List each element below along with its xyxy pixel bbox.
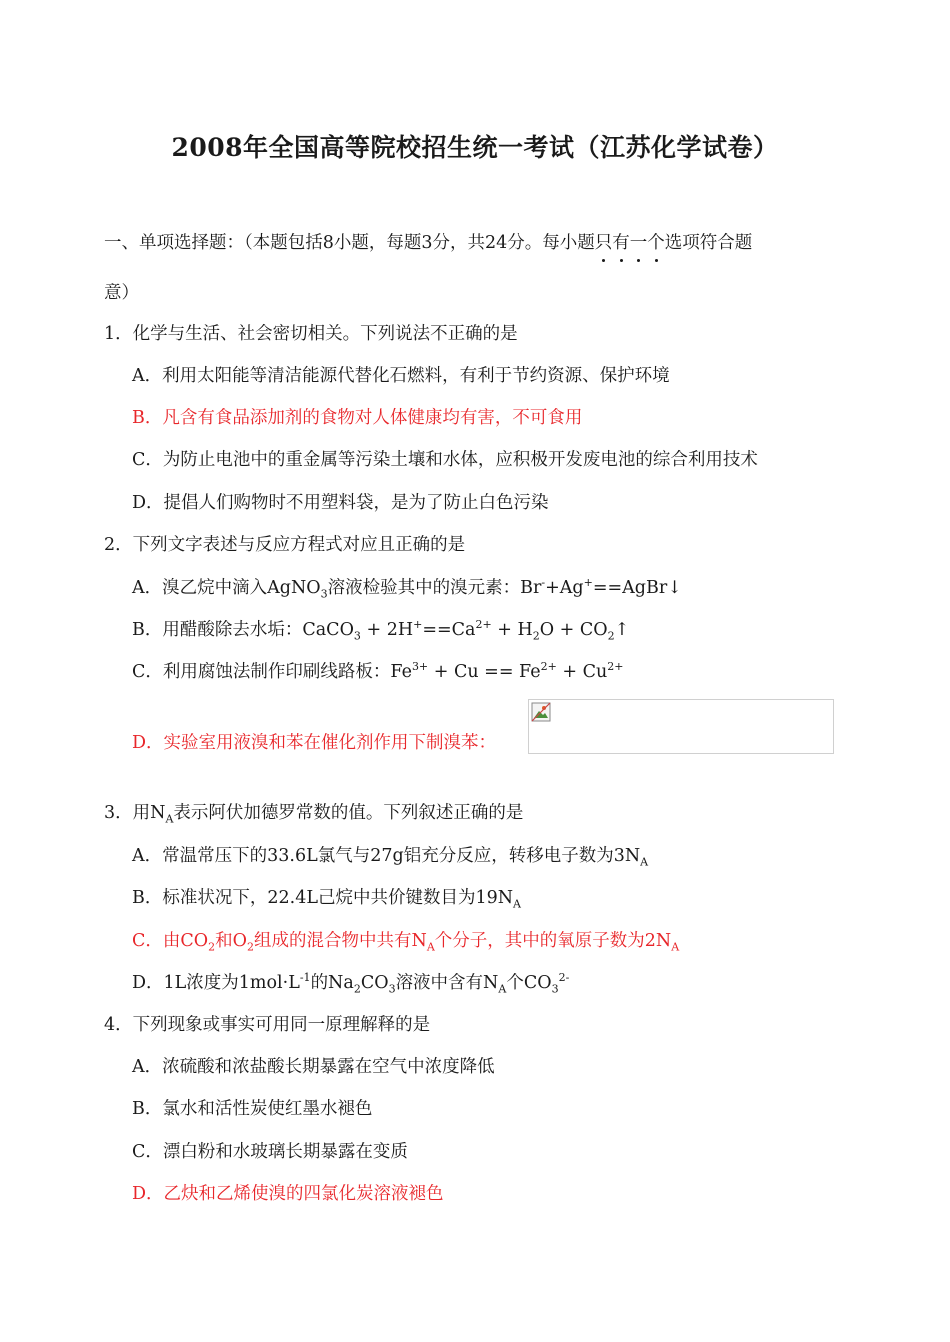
broken-image-icon bbox=[531, 702, 551, 722]
section-heading-cont: 意） bbox=[104, 283, 139, 303]
question-2-option-c: C．利用腐蚀法制作印刷线路板：$Fe^{3+} + Cu == Fe^{2+} + Cu^{2+}$ bbox=[132, 660, 624, 682]
question-4-option-a: A．浓硫酸和浓盐酸长期暴露在空气中浓度降低 bbox=[132, 1057, 495, 1077]
question-4-stem: 4．下列现象或事实可用同一原理解释的是 bbox=[104, 1015, 431, 1035]
question-4-option-d: D．乙炔和乙烯使溴的四氯化炭溶液褪色 bbox=[132, 1184, 444, 1204]
question-3-option-d: D．1L浓度为$1mol\cdot L^{-1}$的$Na_2CO_3$溶液中含有$N_A$个$CO_3^{2-}$ bbox=[132, 971, 570, 996]
question-1-stem: 1．化学与生活、社会密切相关。下列说法不正确的是 bbox=[104, 324, 518, 344]
question-3-stem: 3．用$N_A$表示阿伏加德罗常数的值。下列叙述正确的是 bbox=[104, 803, 524, 826]
question-3-option-b: B．标准状况下，22.4L己烷中共价键数目为$19N_A$ bbox=[132, 888, 521, 911]
question-1-option-a: A．利用太阳能等清洁能源代替化石燃料，有利于节约资源、保护环境 bbox=[132, 366, 670, 386]
question-4-option-b: B．氯水和活性炭使红墨水褪色 bbox=[132, 1099, 373, 1119]
reaction-image-placeholder bbox=[528, 699, 834, 754]
question-2-option-d: D．实验室用液溴和苯在催化剂作用下制溴苯： bbox=[132, 733, 497, 753]
question-3-option-a: A．常温常压下的33.6L氯气与27g铝充分反应，转移电子数为$3N_A$ bbox=[132, 846, 649, 869]
question-1-option-c: C．为防止电池中的重金属等污染土壤和水体，应积极开发废电池的综合利用技术 bbox=[132, 450, 758, 470]
question-2-stem: 2．下列文字表述与反应方程式对应且正确的是 bbox=[104, 535, 466, 555]
page-title: 2008年全国高等院校招生统一考试（江苏化学试卷） bbox=[171, 133, 779, 162]
section-heading: 一、单项选择题：（本题包括8小题，每题3分，共24分。每小题只有一个选项符合题 bbox=[104, 233, 753, 253]
question-1-option-d: D．提倡人们购物时不用塑料袋，是为了防止白色污染 bbox=[132, 493, 549, 513]
question-4-option-c: C．漂白粉和水玻璃长期暴露在变质 bbox=[132, 1142, 408, 1162]
question-2-option-a: A．溴乙烷中滴入AgNO$_3$溶液检验其中的溴元素：Br-+Ag+==AgBr↓ bbox=[132, 576, 682, 601]
question-1-option-b: B．凡含有食品添加剂的食物对人体健康均有害，不可食用 bbox=[132, 408, 583, 428]
question-2-option-b: B．用醋酸除去水垢：CaCO$_3$ + $2H^+==Ca^{2+} + H_2O$ + $CO_2↑$ bbox=[132, 618, 630, 643]
question-3-option-c: C．由$CO_2$和$O_2$组成的混合物中共有$N_A$个分子，其中的氧原子数为$2N_A$ bbox=[132, 931, 680, 954]
